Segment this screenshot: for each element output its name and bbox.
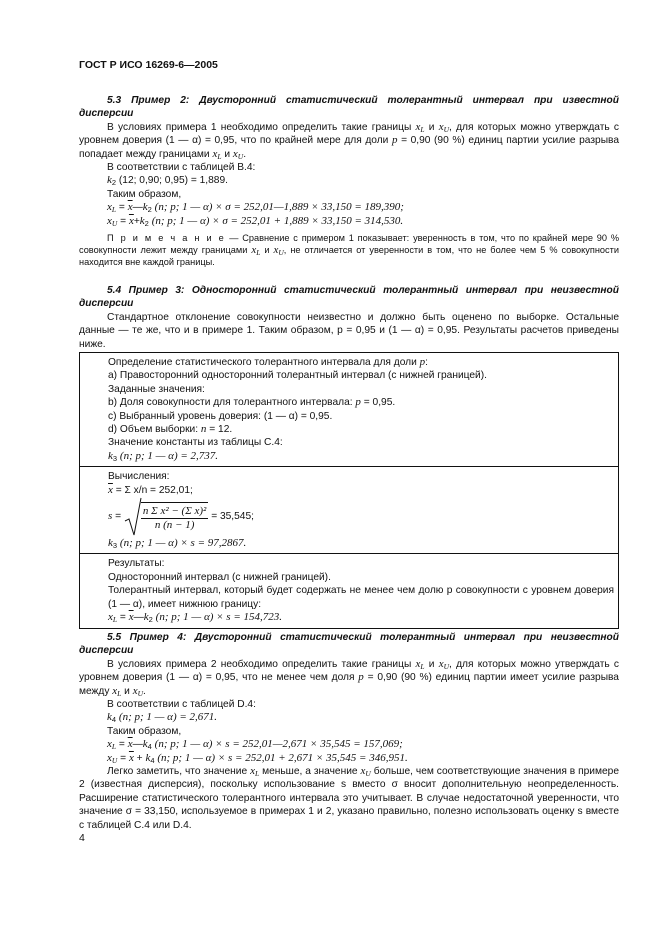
conclusion-paragraph: Легко заметить, что значение $x_L$ меньше, а значение $x_U$ больше, чем соответствующие значения в примере 2 (известная дисперсия), поскольку использование s вместо σ вносит дополнительную неопределенность. Расширение статистического толерантного интервала это учитывает. В случае недостаточной уверенности, что значение σ = 33,150, используемое в примерах 1 и 2, указано правильно, полезно использовать оценку s вместе с таблицей С.4 или D.4. [79, 765, 619, 831]
formula-xl: $x_L$ = $\overline{x}—k_2$ (n; p; 1 — α) × σ = 252,01—1,889 × 33,150 = 189,390; [107, 201, 404, 215]
section-heading: 5.5 Пример 4: Двусторонний статистический толерантный интервал при неизвестной дисперсии [79, 632, 619, 657]
thus-label: Таким образом, [107, 188, 182, 200]
document-header: ГОСТ Р ИСО 16269-6—2005 [79, 59, 218, 71]
box-definition: Определение статистического толерантного интервала для доли p: a) Правосторонний односторонний толерантный интервал (с нижней границей). Заданные значения: b) Доля совокупности для толерантного интервала: p = 0,95. c) Выбранный уровень доверия: (1 — α) = 0,95. d) Объем выборки: n = 12. Значение константы из таблицы С.4: $k_3$ (n; p; 1 — α) = 2,737. [80, 353, 618, 467]
box-calculations: Вычисления: $\overline{x} = \Sigma$ x/n = 252,01; s = $\frac{\text{n Σ x² − (Σ x)²}}{n (n - 1)}$ = 35,545; $k_3$ (n; p; 1 — α) × s = 97,2867. [80, 467, 618, 554]
formula-xu: $x_U = \overline{x}+k_2$ (n; p; 1 — α) × σ = 252,01 + 1,889 × 33,150 = 314,530. [107, 214, 404, 228]
section-heading: 5.4 Пример 3: Односторонний статистический толерантный интервал при неизвестной дисперсии [79, 285, 619, 310]
section-5-3 [79, 94, 619, 269]
paragraph: В условиях примера 1 необходимо определить такие границы $x_L$ и $x_U$, для которых можно утверждать с уровнем доверия (1 — α) = 0,95, что по крайней мере для доли p = 0,90 (90 %) единиц партии усилие разрыва попадает между границами $x_L$ и $x_U$. [79, 120, 619, 161]
section-5-4 [79, 284, 619, 351]
calculation-box [79, 352, 619, 629]
section-5-5 [79, 631, 619, 832]
thus-label: Таким образом, [107, 725, 182, 737]
table-reference: В соответствии с таблицей В.4: [107, 162, 256, 174]
note: П р и м е ч а н и е — Сравнение с примером 1 показывает: уверенность в том, что по крайней мере 90 % совокупности лежит между границами $x_L$ и $x_U$, не отличается от уверенности в том, что не более чем 5 % совокупности находится вне каждой границы. [79, 233, 620, 268]
sqrt-sign [124, 497, 142, 537]
paragraph: В условиях примера 2 необходимо определить такие границы $x_L$ и $x_U$, для которых можно утверждать с уровнем доверия (1 — α) = 0,95, что не менее чем доля p = 0,90 (90 %) единиц партии имеет усилие разрыва между $x_L$ и $x_U$. [79, 657, 619, 698]
formula-xu: $x_U = \overline{x} + k_4$ (n; p; 1 — α) × s = 252,01 + 2,671 × 35,545 = 346,951. [107, 751, 408, 765]
formula-k4: $k_4$ (n; p; 1 — α) = 2,671. [107, 711, 218, 725]
table-reference: В соответствии с таблицей D.4: [107, 699, 256, 711]
section-heading: 5.3 Пример 2: Двусторонний статистический толерантный интервал при известной дисперсии [79, 95, 619, 120]
box-results: Результаты: Односторонний интервал (с нижней границей). Толерантный интервал, который будет содержать не менее чем долю p совокупности с уровнем доверия (1 — α), имеет нижнюю границу: $x_L$ = $\overline{x}—k_2$ (n; p; 1 — α) × s = 154,723. [108, 558, 614, 625]
formula-xl: $x_L$ = $\overline{x}—k_4$ (n; p; 1 — α) × s = 252,01—2,671 × 35,545 = 157,069; [107, 738, 403, 752]
page-number: 4 [79, 832, 85, 844]
paragraph: Стандартное отклонение совокупности неизвестно и должно быть оценено по выборке. Остальные данные — те же, что и в примере 1. Таким образом, p = 0,95 и (1 — α) = 0,95. Результаты расчетов приведены ниже. [79, 311, 619, 350]
formula-k2: $k_2$ (12; 0,90; 0,95) = 1,889. [107, 174, 228, 188]
